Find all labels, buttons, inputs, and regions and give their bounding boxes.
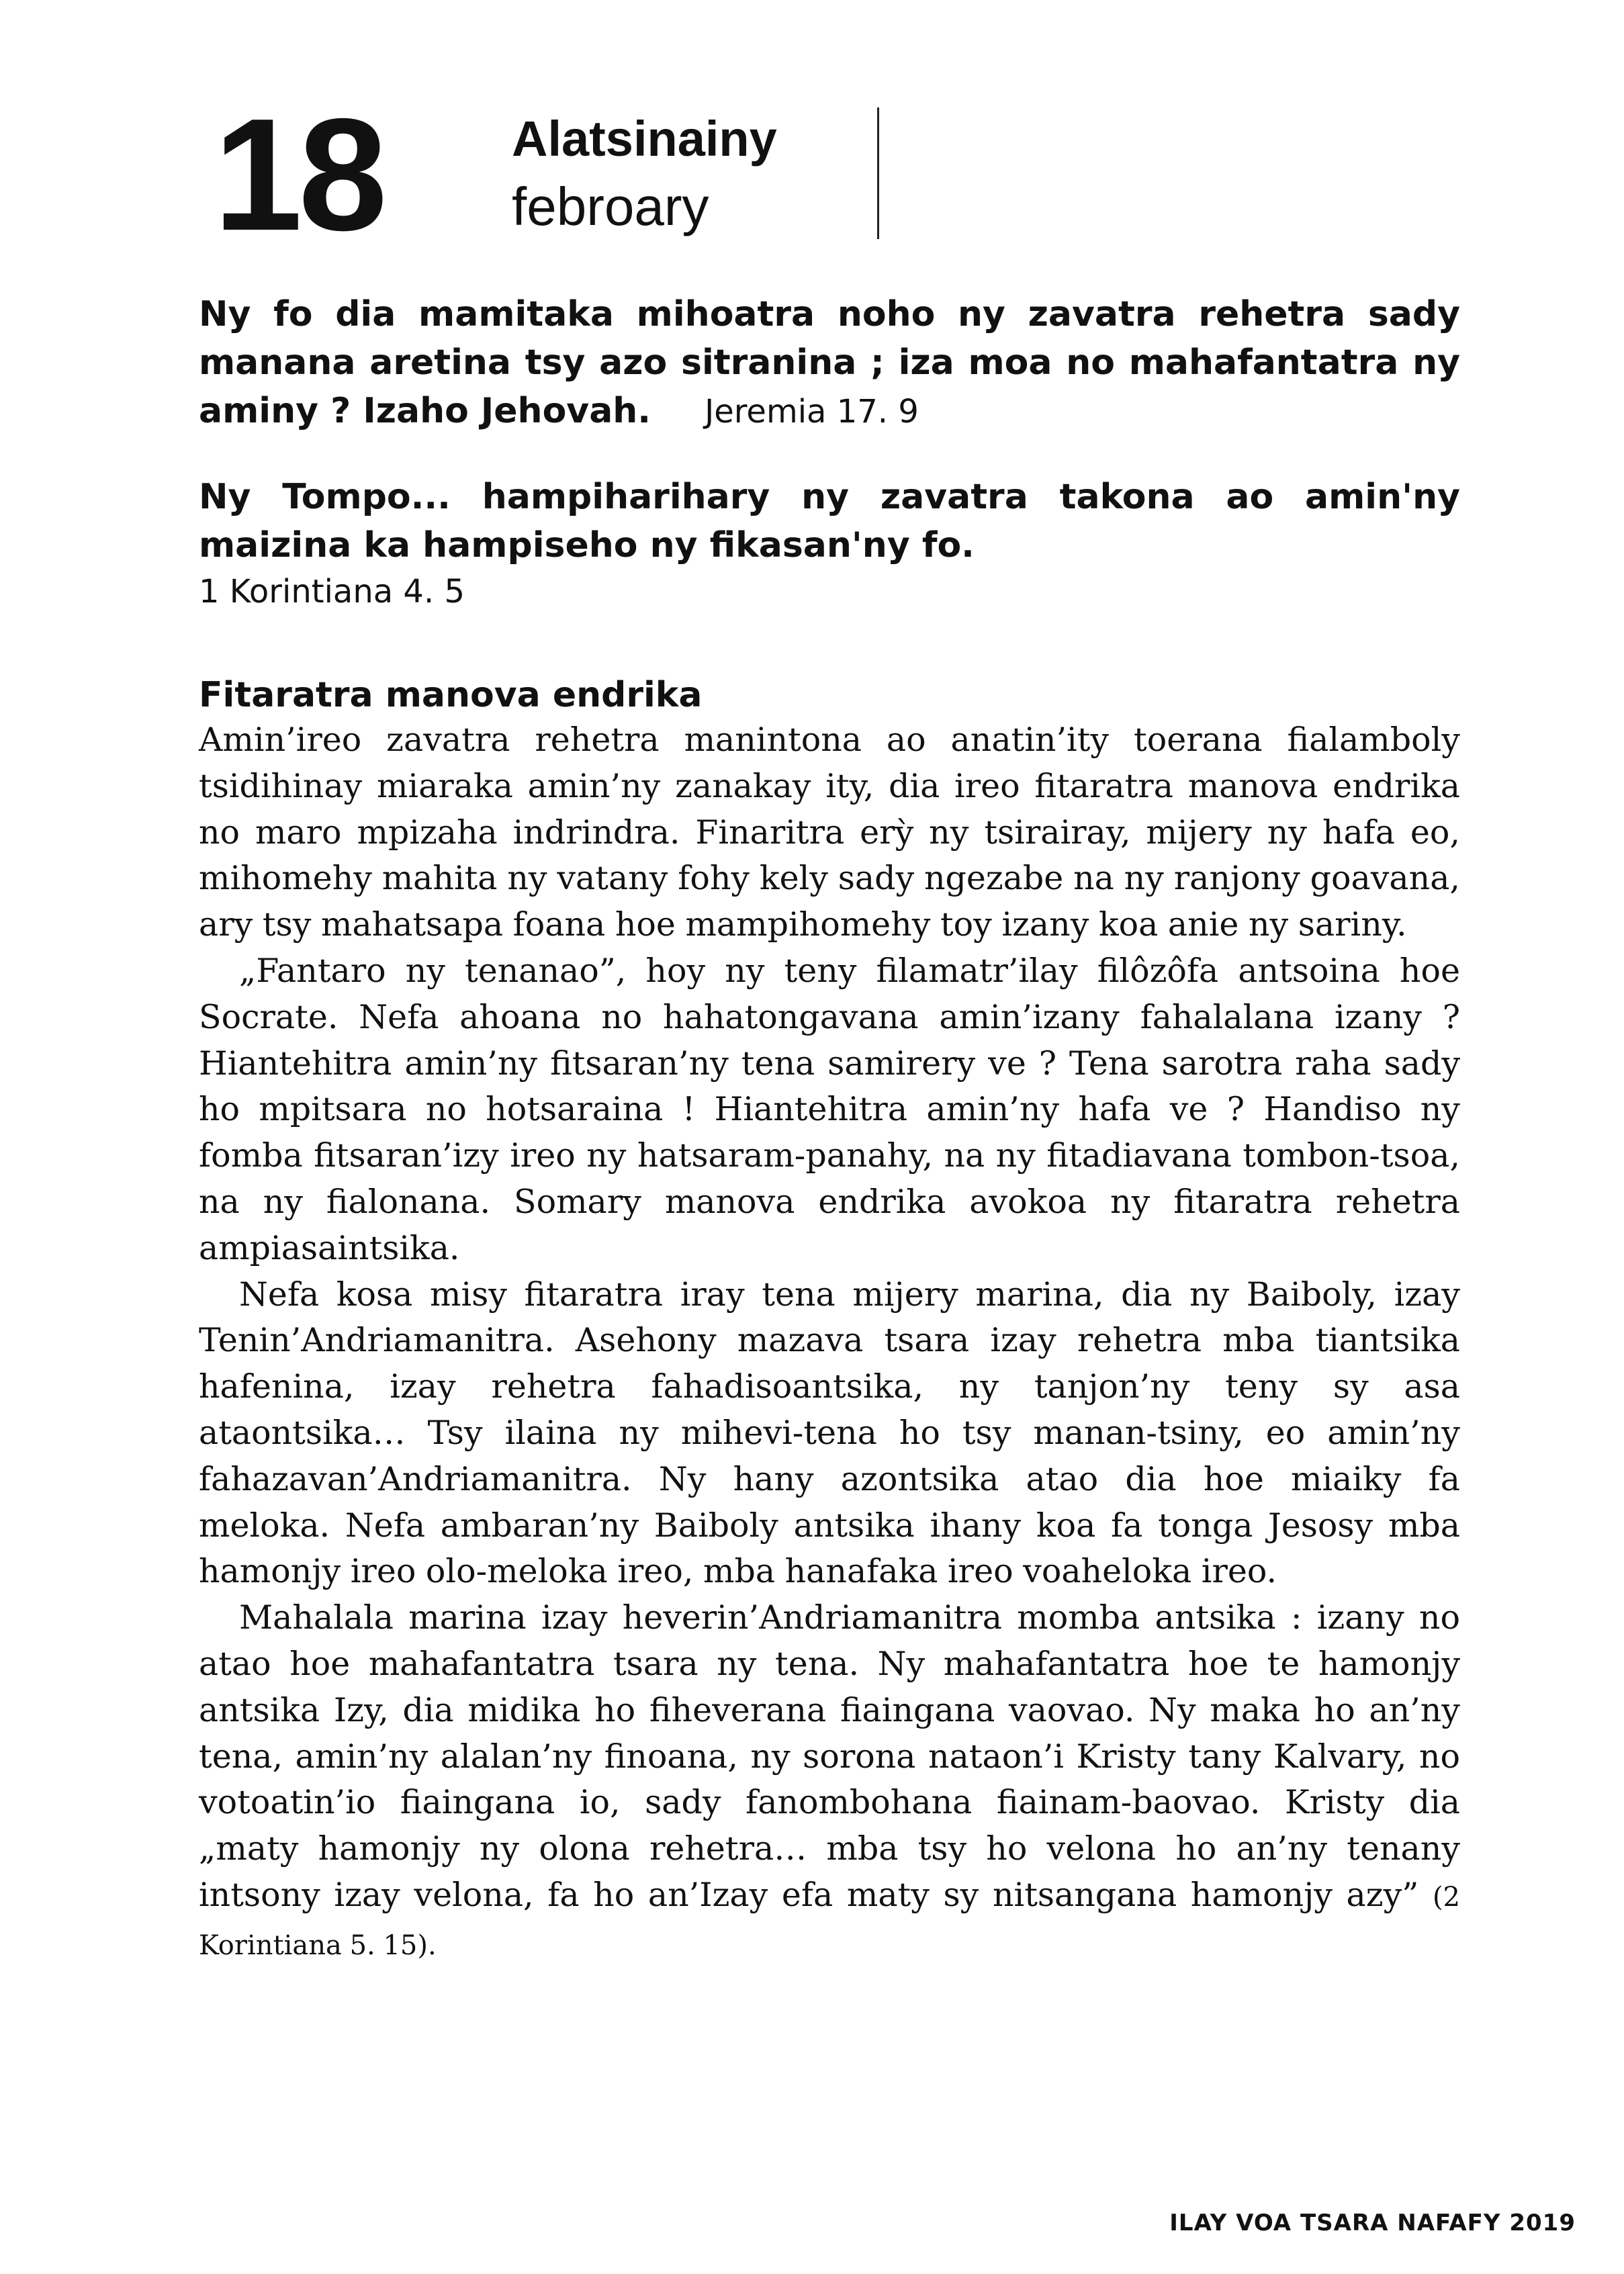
verse-2-reference: 1 Korintiana 4. 5 bbox=[199, 573, 465, 610]
verse-1-text: Ny fo dia mamitaka mihoatra noho ny zavatra rehetra sady manana aretina tsy azo sitranina ; iza moa no mahafantatra ny aminy ? Izaho Jehovah. bbox=[199, 294, 1460, 431]
article-paragraph-4-text: Mahalala marina izay heverin’Andriamanitra momba antsika : izany no atao hoe mahafantatra tsara ny tena. Ny mahafantatra hoe te hamonjy antsika Izy, dia midika ho fiheverana fiaingana vaovao. Ny maka ho an’ny tena, amin’ny alalan’ny finoana, ny sorona nataon’i Kristy tany Kalvary, no votoatin’io fiaingana io, sady fanombohana fiainam-baovao. Kristy dia „maty hamonjy ny olona rehetra… mba tsy ho velona ho an’ny tenany intsony izay velona, fa ho an’Izay efa maty sy nitsangana hamonjy azy” bbox=[199, 1598, 1460, 1914]
header-divider bbox=[877, 107, 879, 239]
verse-1-reference: Jeremia 17. 9 bbox=[705, 393, 919, 430]
article-title: Fitaratra manova endrika bbox=[199, 675, 703, 715]
article-paragraph-3: Nefa kosa misy fitaratra iray tena mijery marina, dia ny Baiboly, izay Tenin’Andriamanitra. Asehony mazava tsara izay rehetra mba tiantsika hafenina, izay rehetra fahadisoantsika, ny tanjon’ny teny sy asa ataontsika… Tsy ilaina ny mihevi-tena ho tsy manan-tsiny, eo amin’ny fahazavan’Andriamanitra. Ny hany azontsika atao dia hoe miaiky fa meloka. Nefa ambaran’ny Baiboly antsika ihany koa fa tonga Jesosy mba hamonjy ireo olo-meloka ireo, mba hanafaka ireo voaheloka ireo. bbox=[199, 1275, 1460, 1591]
day-number: 18 bbox=[214, 86, 384, 264]
article-body bbox=[199, 717, 1460, 1969]
closing-reference: (2 Korintiana 5. 15). bbox=[199, 1881, 1461, 1961]
verse-2 bbox=[199, 473, 1460, 614]
publication-footer: ILAY VOA TSARA NAFAFY 2019 bbox=[1169, 2210, 1576, 2236]
date-header bbox=[214, 86, 885, 264]
verse-1 bbox=[199, 290, 1460, 436]
article-paragraph-2: „Fantaro ny tenanao”, hoy ny teny filamatr’ilay filôzôfa antsoina hoe Socrate. Nefa ahoana no hahatongavana amin’izany fahalalana izany ? Hiantehitra amin’ny fitsaran’ny tena samirery ve ? Tena sarotra raha sady ho mpitsara no hotsaraina ! Hiantehitra amin’ny hafa ve ? Handiso ny fomba fitsaran’izy ireo ny hatsaram-panahy, na ny fitadiavana tombon-tsoa, na ny fialonana. Somary manova endrika avokoa ny fitaratra rehetra ampiasaintsika. bbox=[199, 951, 1460, 1267]
weekday-label: Alatsinainy bbox=[512, 111, 777, 167]
article-paragraph-4 bbox=[199, 1595, 1460, 1968]
verse-2-text: Ny Tompo... hampiharihary ny zavatra takona ao amin'ny maizina ka hampiseho ny fikasan'ny fo. bbox=[199, 477, 1460, 565]
month-label: febroary bbox=[512, 177, 709, 236]
article-paragraph-1: Amin’ireo zavatra rehetra manintona ao anatin’ity toerana fialamboly tsidihinay miaraka amin’ny zanakay ity, dia ireo fitaratra manova endrika no maro mpizaha indrindra. Finaritra erỳ ny tsirairay, mijery ny hafa eo, mihomehy mahita ny vatany fohy kely sady ngezabe na ny ranjony goavana, ary tsy mahatsapa foana hoe mampihomehy toy izany koa anie ny sariny. bbox=[199, 721, 1460, 944]
